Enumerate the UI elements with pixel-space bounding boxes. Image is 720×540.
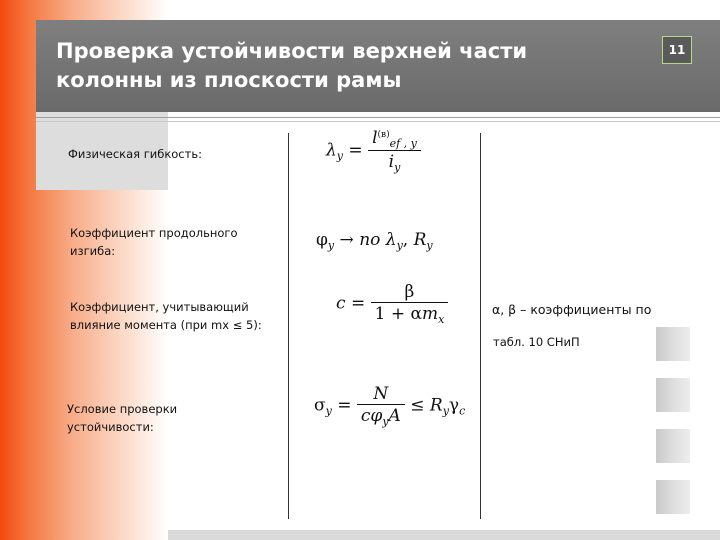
header-bar — [36, 20, 720, 112]
f4-denominator — [357, 404, 405, 428]
decor-block-4 — [656, 480, 690, 514]
f2-lambda: λ — [385, 230, 397, 250]
label-stability-line-1: Условие проверки — [67, 402, 178, 416]
f4-gamma-sub: c — [459, 404, 466, 418]
f2-phi-sub: y — [327, 239, 335, 252]
f1-lambda: λ — [326, 140, 337, 161]
f3-den-sub: x — [438, 313, 445, 326]
f1-den-sub: y — [394, 161, 401, 174]
formula-buckling — [316, 230, 433, 252]
header-underline — [36, 117, 720, 118]
f4-numerator: N — [373, 384, 389, 404]
f1-den-i: i — [388, 152, 395, 172]
f2-separator: , — [402, 230, 414, 250]
f4-gamma: γ — [448, 395, 460, 416]
note-coefficients: α, β – коэффициенты по — [492, 302, 652, 317]
formula-slenderness — [326, 128, 421, 174]
label-physical-slenderness: Физическая гибкость: — [68, 147, 202, 161]
f1-num-l: l — [372, 128, 378, 148]
f4-fraction — [357, 384, 405, 428]
title-line-1: Проверка устойчивости верхней части — [56, 39, 528, 63]
note-table-reference: табл. 10 СНиП — [493, 335, 580, 349]
page-number-badge: 11 — [662, 36, 692, 64]
f3-den-m: m — [421, 304, 439, 324]
column-divider-1 — [288, 133, 289, 519]
f1-fraction — [368, 128, 421, 174]
f1-num-sub: ef , y — [389, 137, 417, 150]
label-buckling-line-1: Коэффициент продольного — [70, 226, 238, 240]
slide-title — [56, 37, 616, 95]
formula-stability-check — [314, 384, 465, 428]
f1-num-sup: (в) — [377, 130, 390, 140]
label-moment-line-1: Коэффициент, учитывающий — [70, 300, 249, 314]
top-strip — [168, 0, 720, 20]
label-moment-coefficient — [70, 298, 262, 334]
f3-den-alpha: 1 + α — [374, 304, 422, 324]
f1-numerator — [368, 128, 421, 150]
formula-moment-coefficient — [336, 282, 448, 326]
column-divider-2 — [480, 133, 481, 519]
f2-r-sub: y — [426, 239, 433, 252]
f2-r: R — [413, 230, 427, 250]
label-buckling-coefficient — [70, 224, 238, 260]
f3-equals: = — [350, 293, 366, 314]
decor-block-2 — [656, 378, 690, 412]
f2-word: по — [359, 230, 381, 250]
f1-denominator — [368, 150, 421, 174]
f1-lambda-sub: y — [336, 149, 343, 163]
decor-block-1 — [656, 327, 690, 361]
f4-den-a: A — [388, 406, 401, 426]
f2-lambda-sub: y — [396, 239, 403, 252]
f3-c: c — [336, 293, 346, 314]
label-moment-line-2: влияние момента (при mx ≤ 5): — [70, 318, 262, 332]
f4-den-sub: y — [382, 415, 389, 428]
f4-r-sub: y — [442, 404, 449, 418]
label-buckling-line-2: изгиба: — [70, 244, 116, 258]
f4-le: ≤ — [410, 395, 425, 416]
f3-numerator: β — [404, 282, 415, 302]
label-stability-line-2: устойчивости: — [67, 420, 154, 434]
f4-sigma: σ — [314, 395, 326, 416]
header-underline-secondary — [36, 121, 720, 122]
f2-phi: φ — [316, 230, 328, 250]
f4-den-cphi: cφ — [360, 406, 383, 426]
decor-block-3 — [656, 429, 690, 463]
f2-arrow: → — [339, 230, 354, 250]
bottom-bar — [168, 530, 720, 540]
f4-equals: = — [337, 395, 352, 416]
f4-sigma-sub: y — [325, 404, 332, 418]
title-line-2: колонны из плоскости рамы — [56, 68, 402, 92]
label-stability-condition — [67, 400, 177, 436]
f1-equals: = — [348, 140, 363, 161]
f3-denominator — [371, 302, 449, 326]
f3-fraction — [371, 282, 449, 326]
f4-r: R — [429, 395, 443, 416]
